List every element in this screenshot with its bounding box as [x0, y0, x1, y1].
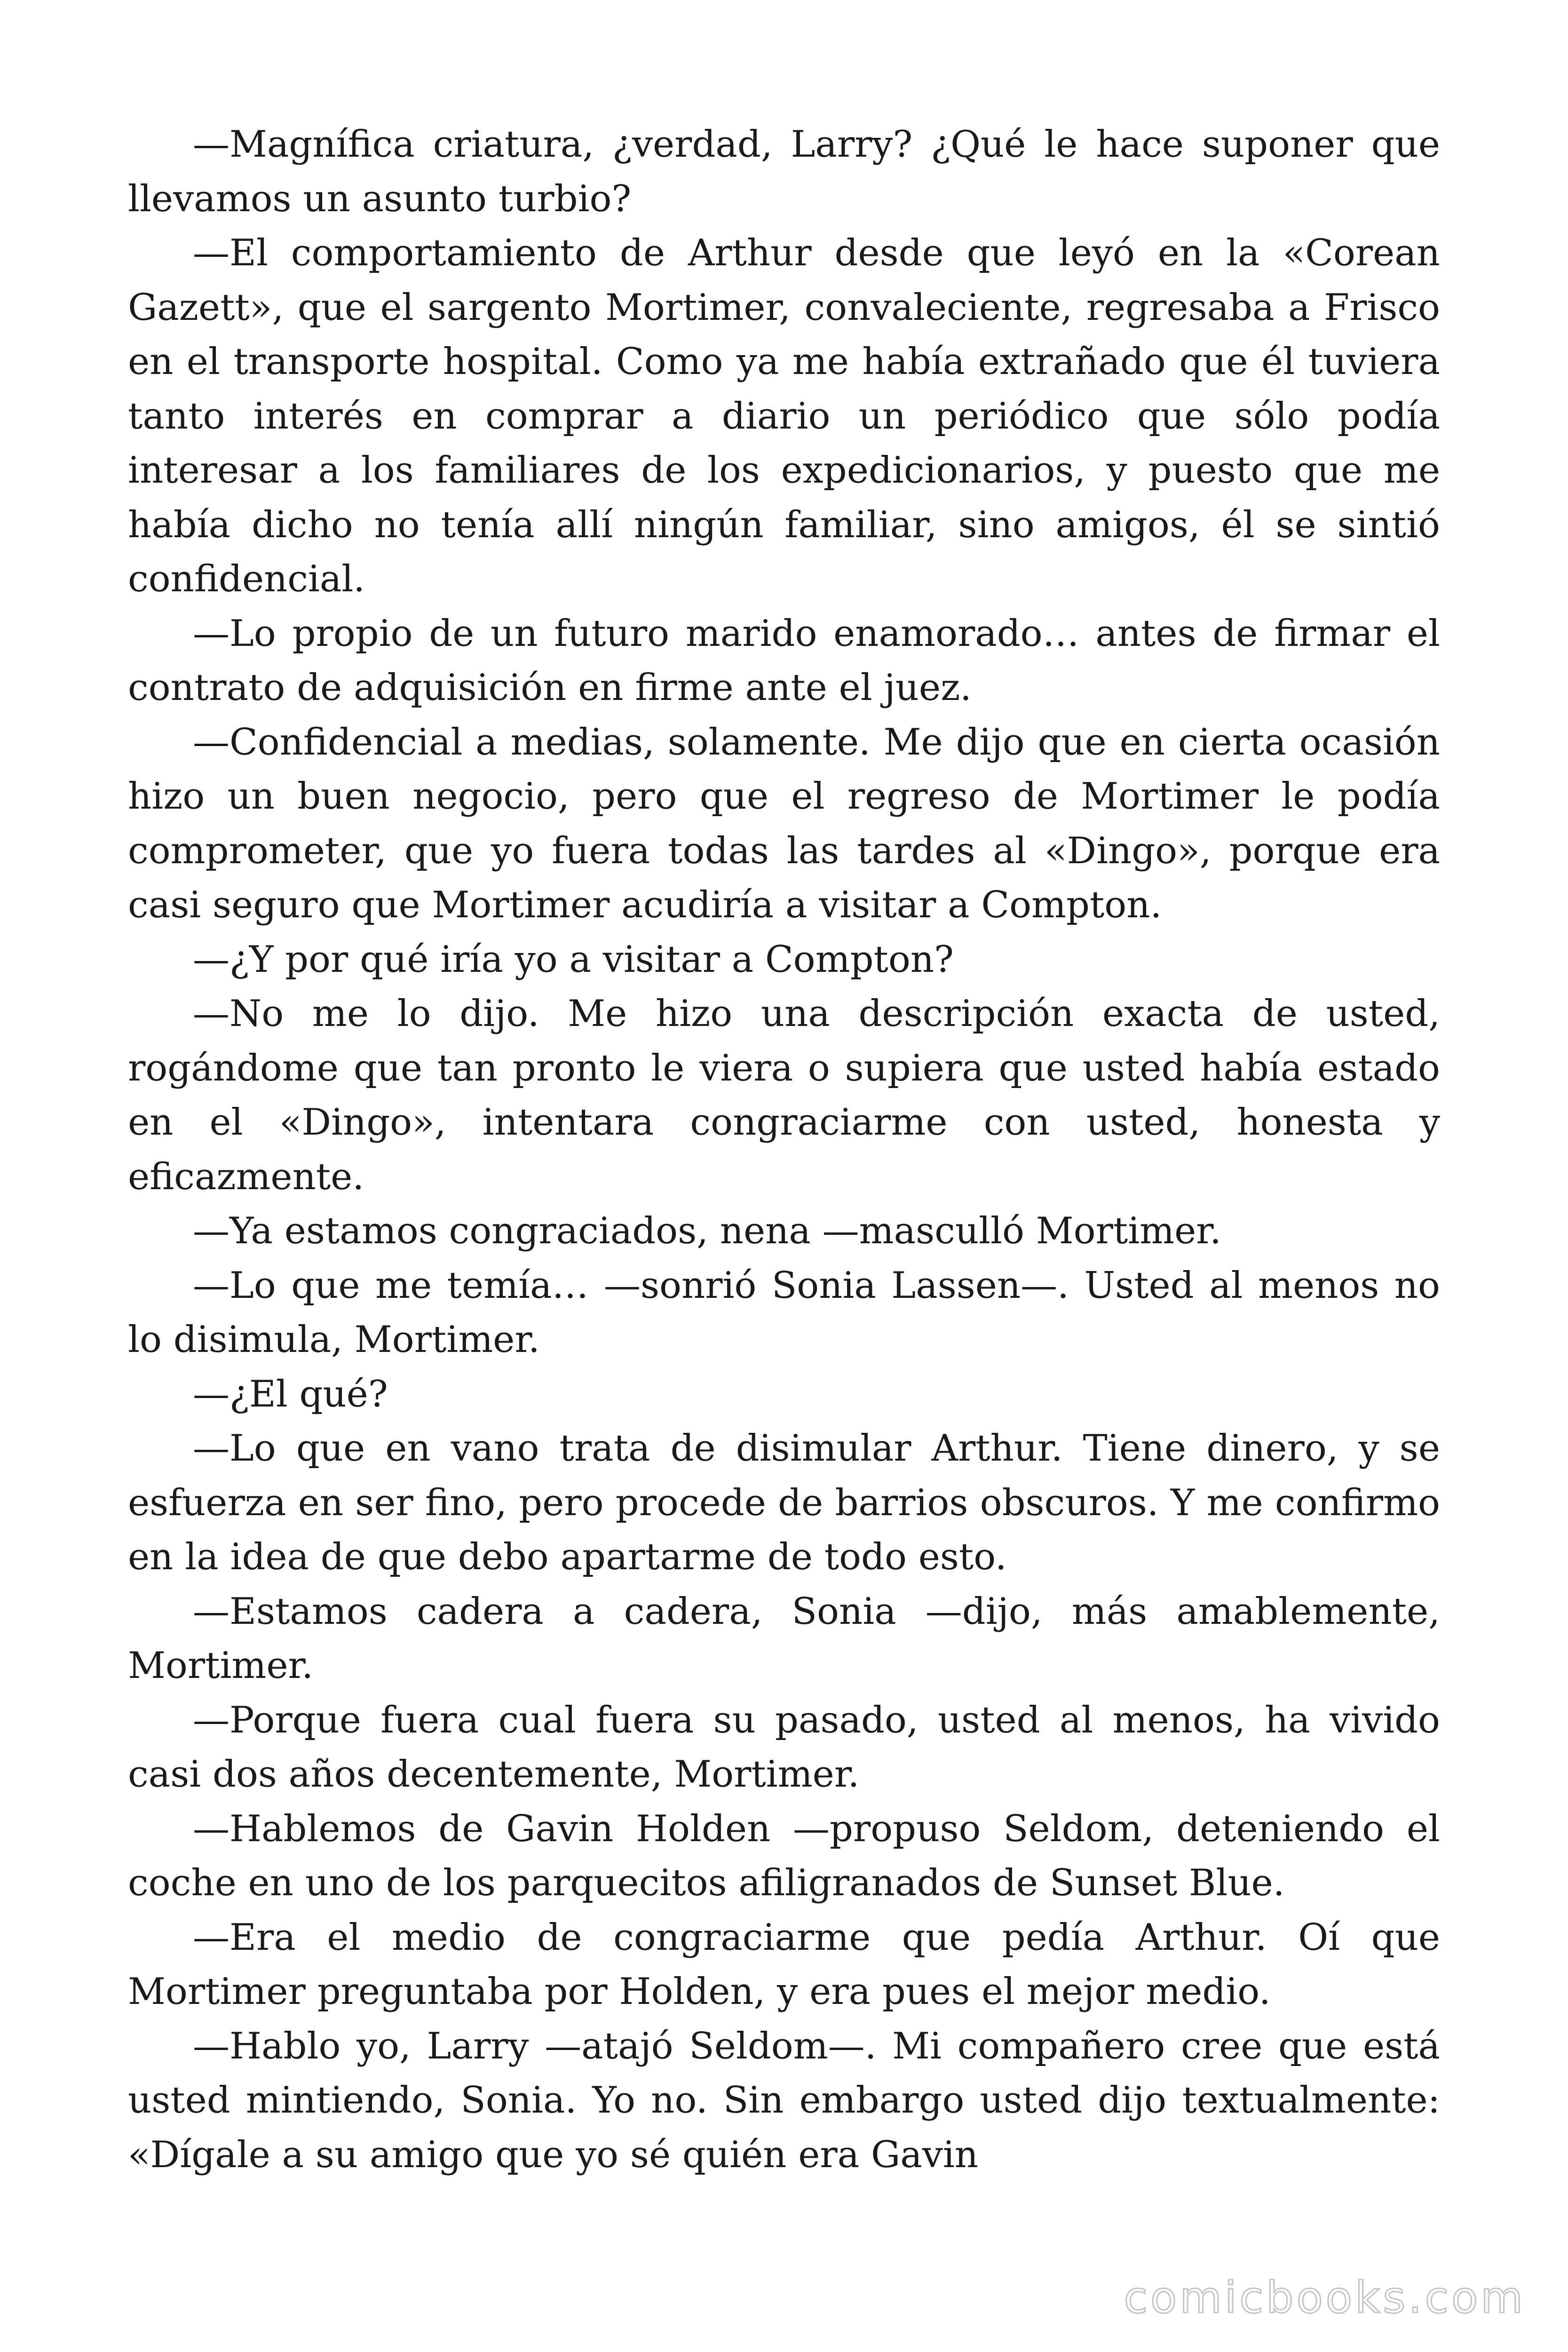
paragraph: —Porque fuera cual fuera su pasado, usted al menos, ha vivido casi dos años decentemente, Mortimer.: [128, 1699, 1440, 1796]
paragraph: —¿El qué?: [193, 1373, 388, 1415]
paragraph: —Confidencial a medias, solamente. Me dijo que en cierta ocasión hizo un buen negocio, pero que el regreso de Mortimer le podía comprometer, que yo fuera todas las tardes al «Dingo», porque era casi seguro que Mortimer acudiría a visitar a Compton.: [128, 721, 1440, 926]
paragraph: —Estamos cadera a cadera, Sonia —dijo, más amablemente, Mortimer.: [128, 1590, 1440, 1687]
paragraph: —Ya estamos congraciados, nena —masculló Mortimer.: [193, 1210, 1221, 1252]
paragraph: —Lo que en vano trata de disimular Arthur. Tiene dinero, y se esfuerza en ser fino, pero procede de barrios obscuros. Y me confirmo en la idea de que debo apartarme de todo esto.: [128, 1427, 1440, 1578]
paragraph: —¿Y por qué iría yo a visitar a Compton?: [193, 938, 954, 981]
paragraph: —Hablo yo, Larry —atajó Seldom—. Mi compañero cree que está usted mintiendo, Sonia. Yo no. Sin embargo usted dijo textualmente: «Dígale a su amigo que yo sé quién era Gavin: [128, 2025, 1440, 2176]
paragraph: —Hablemos de Gavin Holden —propuso Seldom, deteniendo el coche en uno de los parquecitos afiligranados de Sunset Blue.: [128, 1807, 1440, 1904]
paragraph: —Lo que me temía… —sonrió Sonia Lassen—. Usted al menos no lo disimula, Mortimer.: [128, 1264, 1440, 1361]
body-text: [128, 118, 1440, 2182]
paragraph: —Lo propio de un futuro marido enamorado… antes de firmar el contrato de adquisición en firme ante el juez.: [128, 612, 1440, 709]
site-watermark: comicbooks.com: [1124, 2273, 1526, 2323]
paragraph: —No me lo dijo. Me hizo una descripción exacta de usted, rogándome que tan pronto le viera o supiera que usted había estado en el «Dingo», intentara congraciarme con usted, honesta y eficazmente.: [128, 993, 1440, 1198]
paragraph: —Magnífica criatura, ¿verdad, Larry? ¿Qué le hace suponer que llevamos un asunto turbio?: [128, 123, 1440, 220]
paragraph: —Era el medio de congraciarme que pedía Arthur. Oí que Mortimer preguntaba por Holden, y era pues el mejor medio.: [128, 1916, 1440, 2013]
paragraph: —El comportamiento de Arthur desde que leyó en la «Corean Gazett», que el sargento Mortimer, convaleciente, regresaba a Frisco en el transporte hospital. Como ya me había extrañado que él tuviera tanto interés en comprar a diario un periódico que sólo podía interesar a los familiares de los expedicionarios, y puesto que me había dicho no tenía allí ningún familiar, sino amigos, él se sintió confidencial.: [128, 232, 1440, 600]
